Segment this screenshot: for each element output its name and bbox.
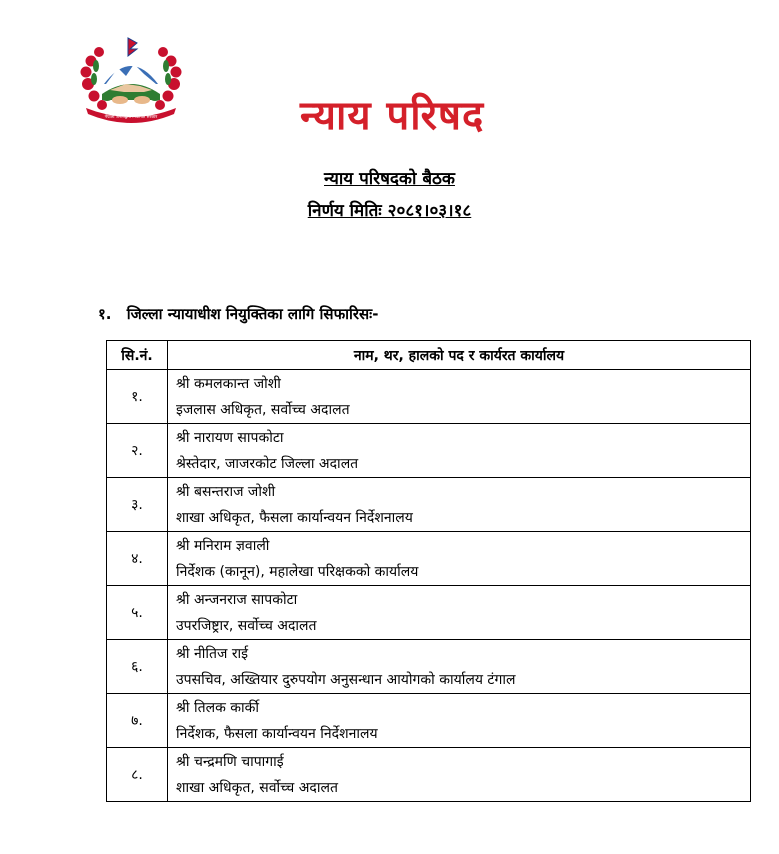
nominee-name: श्री नारायण सापकोटा	[176, 429, 284, 446]
table-row	[107, 748, 751, 802]
nominee-name: श्री अन्जनराज सापकोटा	[176, 591, 298, 608]
section-heading-text: जिल्ला न्यायाधीश नियुक्तिका लागि सिफारिसः-	[126, 305, 379, 323]
section-heading	[98, 304, 378, 324]
header-serial-number: सि.नं.	[107, 341, 168, 370]
table-row	[107, 640, 751, 694]
table-body	[107, 370, 751, 802]
row-details	[168, 748, 751, 802]
row-serial-number: १.	[107, 370, 168, 424]
svg-text:नेपाली जनताद्वारा निर्वाचित सर: नेपाली जनताद्वारा निर्वाचित सरकार	[104, 114, 158, 119]
nominee-name: श्री मनिराम ज्ञवाली	[176, 537, 270, 554]
nominee-name: श्री बसन्तराज जोशी	[176, 483, 276, 500]
table-header-row	[107, 341, 751, 370]
row-serial-number: ८.	[107, 748, 168, 802]
nominee-post: इजलास अधिकृत, सर्वोच्च अदालत	[176, 401, 350, 418]
nominee-post: उपसचिव, अख्तियार दुरुपयोग अनुसन्धान आयोगको कार्यालय टंगाल	[176, 671, 516, 688]
table-row	[107, 694, 751, 748]
nepal-emblem-icon	[74, 34, 188, 126]
row-details	[168, 424, 751, 478]
nominee-name: श्री तिलक कार्की	[176, 699, 260, 716]
row-details	[168, 532, 751, 586]
row-details	[168, 640, 751, 694]
row-serial-number: ३.	[107, 478, 168, 532]
nominee-name: श्री नीतिज राई	[176, 645, 249, 662]
nominee-post: निर्देशक (कानून), महालेखा परिक्षकको कार्यालय	[176, 563, 419, 580]
nominee-post: शाखा अधिकृत, सर्वोच्च अदालत	[176, 779, 338, 796]
row-serial-number: ६.	[107, 640, 168, 694]
header-details: नाम, थर, हालको पद र कार्यरत कार्यालय	[168, 341, 751, 370]
row-details	[168, 586, 751, 640]
table-row	[107, 424, 751, 478]
nominee-post: उपरजिष्ट्रार, सर्वोच्च अदालत	[176, 617, 317, 634]
meeting-title: न्याय परिषदको बैठक	[324, 169, 455, 189]
table-row	[107, 586, 751, 640]
decision-date: निर्णय मितिः २०८१।०३।१८	[307, 201, 472, 221]
nominee-post: निर्देशक, फैसला कार्यान्वयन निर्देशनालय	[176, 725, 378, 742]
row-details	[168, 478, 751, 532]
row-details	[168, 370, 751, 424]
row-serial-number: ७.	[107, 694, 168, 748]
recommendation-table	[106, 340, 751, 802]
row-details	[168, 694, 751, 748]
section-number: १.	[98, 305, 112, 323]
row-serial-number: ४.	[107, 532, 168, 586]
table-row	[107, 532, 751, 586]
table-row	[107, 370, 751, 424]
nominee-post: श्रेस्तेदार, जाजरकोट जिल्ला अदालत	[176, 455, 359, 472]
row-serial-number: ५.	[107, 586, 168, 640]
nominee-post: शाखा अधिकृत, फैसला कार्यान्वयन निर्देशनालय	[176, 509, 413, 526]
row-serial-number: २.	[107, 424, 168, 478]
nominee-name: श्री कमलकान्त जोशी	[176, 375, 281, 392]
nominee-name: श्री चन्द्रमणि चापागाई	[176, 753, 284, 770]
table-row	[107, 478, 751, 532]
page-title: न्याय परिषद	[300, 93, 485, 139]
